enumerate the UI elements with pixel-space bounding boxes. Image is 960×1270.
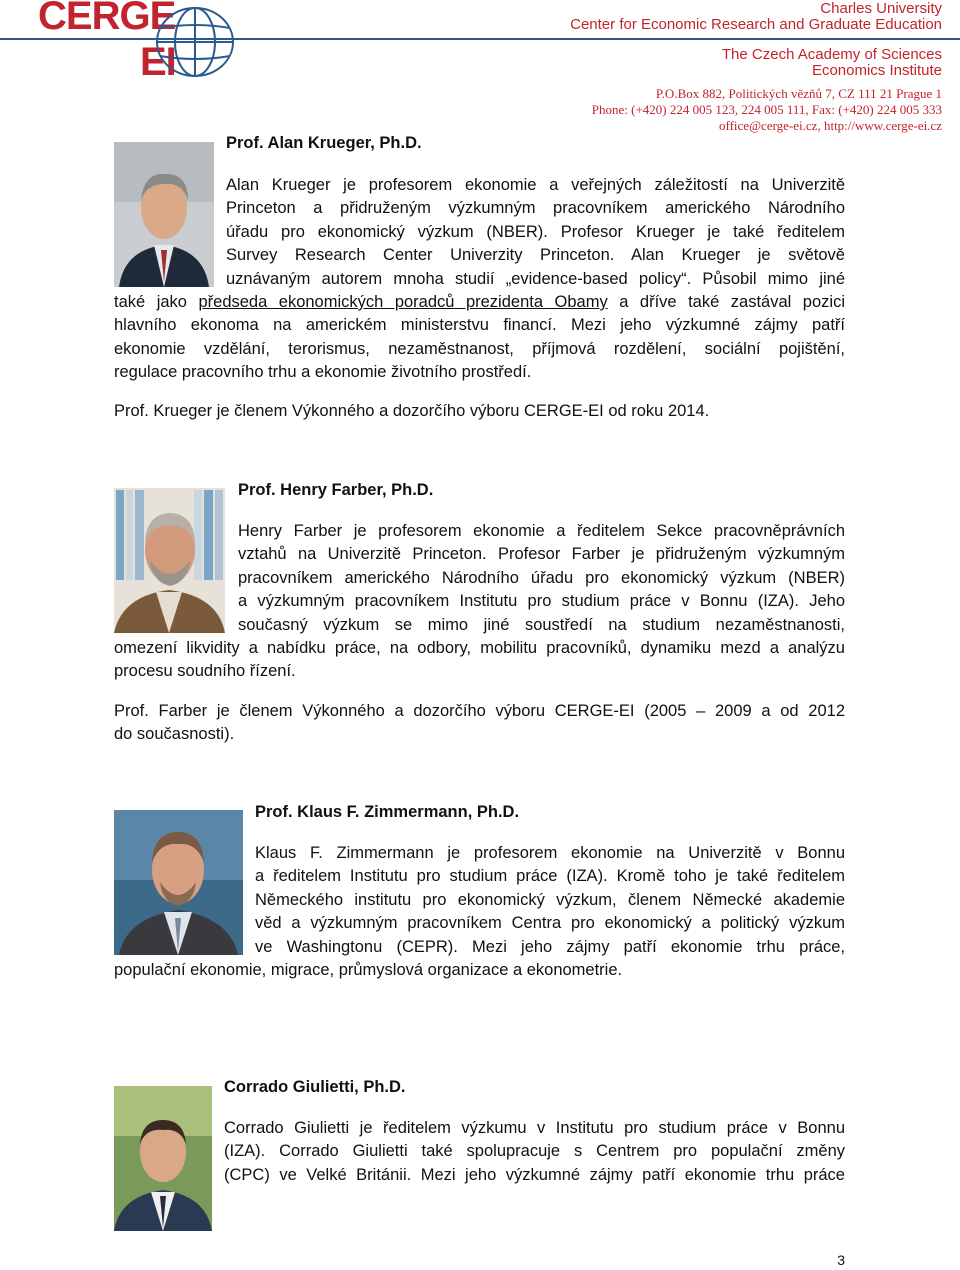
farber-board-line: do současnosti).	[114, 725, 235, 744]
center-name: Center for Economic Research and Graduate Education	[570, 16, 942, 33]
farber-bio-line: vztahů na Univerzitě Princeton. Profesor Farber je přidruženým výzkumným	[238, 545, 845, 564]
giulietti-bio-line: Corrado Giulietti je ředitelem výzkumu v Institutu pro studium práce v Bonnu	[224, 1119, 845, 1137]
krueger-bio-line: úřadu pro ekonomický výzkum (NBER). Profesor Krueger je také ředitelem	[226, 222, 845, 241]
farber-board-line: Prof. Farber je členem Výkonného a dozorčího výboru CERGE-EI (2005 – 2009 a od 2012	[114, 702, 845, 720]
globe-logo-icon	[150, 2, 240, 82]
zimmermann-bio-line: populační ekonomie, migrace, průmyslová organizace a ekonometrie.	[114, 961, 623, 979]
krueger-bio-line: uznávaným autorem mnoha studií „evidence-based policy“. Působil mimo jiné	[226, 269, 845, 288]
zimmermann-bio-wrapped	[255, 842, 845, 959]
email-line[interactable]: office@cerge-ei.cz, http://www.cerge-ei.cz	[719, 118, 942, 133]
farber-bio-line: Henry Farber je profesorem ekonomie a ředitelem Sekce pracovněprávních	[238, 522, 845, 540]
farber-photo	[114, 488, 225, 633]
giulietti-bio-line: (IZA). Corrado Giulietti také spolupracuje s Centrem pro populační změny	[224, 1142, 845, 1161]
academy-name: The Czech Academy of Sciences	[721, 46, 942, 63]
farber-bio-full	[114, 637, 845, 684]
farber-name: Prof. Henry Farber, Ph.D.	[238, 481, 434, 499]
farber-board	[114, 700, 845, 747]
zimmermann-name: Prof. Klaus F. Zimmermann, Ph.D.	[255, 803, 520, 821]
krueger-bio-line: regulace pracovního trhu a ekonomie životního prostředí.	[114, 363, 532, 382]
address-line: P.O.Box 882, Politických vězňů 7, CZ 111 21 Prague 1	[655, 86, 942, 101]
farber-bio-line: omezení likvidity a nabídku práce, na odbory, mobilitu pracovníků, dynamiku mezd a analýzu	[114, 639, 845, 657]
zimmermann-bio-line: věd a výzkumným pracovníkem Centra pro ekonomický a politický výzkum	[255, 914, 845, 933]
zimmermann-bio-line: Německého institutu pro ekonomický výzkum, členem Německé akademie	[255, 890, 845, 909]
krueger-bio-text: také jako	[114, 293, 199, 311]
zimmermann-bio-full	[114, 959, 845, 982]
logo-ei-text: EI	[140, 40, 176, 84]
krueger-bio-line: Princeton a přidruženým výzkumným pracovníkem amerického Národního	[226, 199, 845, 218]
zimmermann-photo	[114, 810, 243, 955]
krueger-bio-line: Survey Research Center Univerzity Princeton. Alan Krueger je světově	[226, 246, 845, 265]
phone-line: Phone: (+420) 224 005 123, 224 005 111, Fax: (+420) 224 005 333	[591, 102, 942, 117]
krueger-board: Prof. Krueger je členem Výkonného a dozorčího výboru CERGE-EI od roku 2014.	[114, 402, 710, 420]
institute-name: Economics Institute	[811, 62, 942, 79]
giulietti-bio-wrapped	[224, 1117, 845, 1187]
zimmermann-bio-line: ve Washingtonu (CEPR). Mezi jeho zájmy patří ekonomie trhu práce,	[255, 937, 845, 956]
giulietti-bio-line: (CPC) ve Velké Británii. Mezi jeho výzkumné zájmy patří ekonomie trhu práce	[224, 1165, 845, 1184]
university-name: Charles University	[820, 0, 942, 17]
krueger-bio-full	[114, 291, 845, 385]
header-divider	[0, 38, 960, 40]
farber-bio-line: procesu soudního řízení.	[114, 662, 296, 681]
krueger-bio-line6	[114, 291, 845, 314]
farber-bio-line: pracovníkem amerického Národního úřadu pro ekonomický výzkum (NBER)	[238, 568, 845, 587]
krueger-bio-wrapped	[226, 174, 845, 291]
page-number: 3	[837, 1252, 845, 1268]
zimmermann-bio-line: a ředitelem Institutu pro studium práce (IZA). Kromě toho je také ředitelem	[255, 867, 845, 886]
krueger-name: Prof. Alan Krueger, Ph.D.	[226, 134, 422, 152]
krueger-photo	[114, 142, 214, 287]
krueger-bio-line: ekonomie vzdělání, terorismus, nezaměstnanost, příjmová rozdělení, sociální pojištění,	[114, 339, 845, 358]
krueger-bio-line: Alan Krueger je profesorem ekonomie a veřejných záležitostí na Univerzitě	[226, 176, 845, 194]
farber-bio-line: a výzkumným pracovníkem Institutu pro studium práce v Bonnu (IZA). Jeho	[238, 592, 845, 611]
farber-bio-wrapped	[238, 520, 845, 637]
krueger-bio-line: hlavního ekonoma na americkém ministerstvu financí. Mezi jeho výzkumné zájmy patří	[114, 316, 845, 335]
krueger-bio-text: a dříve také zastával pozici	[607, 293, 845, 311]
obama-advisers-link[interactable]: předseda ekonomických poradců prezidenta Obamy	[198, 293, 608, 311]
zimmermann-bio-line: Klaus F. Zimmermann je profesorem ekonomie na Univerzitě v Bonnu	[255, 844, 845, 862]
logo-cerge-text: CERGE	[38, 0, 176, 38]
farber-bio-line: současný výzkum se mimo jiné soustředí na studium nezaměstnanosti,	[238, 615, 845, 634]
giulietti-photo	[114, 1086, 212, 1231]
giulietti-name: Corrado Giulietti, Ph.D.	[224, 1078, 406, 1096]
